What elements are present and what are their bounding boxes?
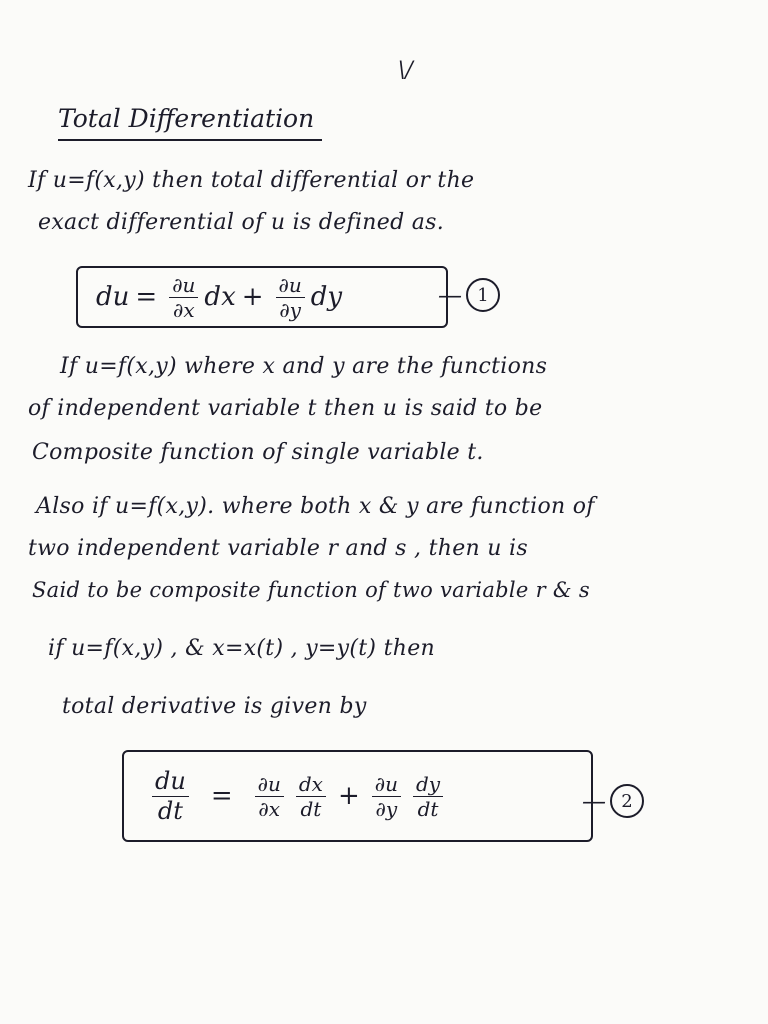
eq2-label-number: 2 [610, 784, 644, 818]
paragraph2-line1: If u=f(x,y) where x and y are the functions [60, 354, 548, 379]
page-title: Total Differentiation [58, 104, 322, 141]
eq1-t2-den: ∂y [279, 297, 301, 322]
eq2-lhs-den: dt [157, 796, 183, 825]
eq1-label-dash: — [438, 281, 462, 309]
eq1-t1-num: ∂u [169, 274, 198, 298]
eq1-t2-num: ∂u [276, 274, 305, 298]
eq2-a-num: ∂u [255, 773, 284, 797]
eq1-dy: dy [310, 282, 343, 312]
eq2-partial-u-y [372, 773, 401, 820]
eq2-label-dash: — [582, 787, 606, 815]
eq2-equals: = [210, 781, 233, 811]
eq2-dx-dt [296, 773, 326, 820]
equation-2-box [122, 750, 593, 842]
eq1-partial-u-y [276, 274, 305, 321]
eq1-dx: dx [204, 282, 236, 312]
eq2-a-den: ∂x [258, 796, 281, 821]
paragraph3-line3: Said to be composite function of two variable r & s [32, 578, 590, 602]
derivative-intro: total derivative is given by [62, 694, 367, 719]
eq2-b-num: dx [296, 773, 326, 797]
eq2-plus: + [337, 781, 360, 811]
eq2-partial-u-x [255, 773, 284, 820]
eq1-t1-den: ∂x [172, 297, 195, 322]
eq2-c-num: ∂u [372, 773, 401, 797]
eq2-dy-dt [413, 773, 443, 820]
eq2-du-dt [152, 768, 189, 824]
paragraph2-line3: Composite function of single variable t. [32, 440, 484, 465]
eq2-d-den: dt [417, 796, 439, 821]
eq1-plus: + [241, 282, 264, 312]
page-mark: \/ [398, 58, 413, 83]
paragraph1-line2: exact differential of u is defined as. [38, 210, 445, 235]
paragraph3-line2: two independent variable r and s , then u is [28, 536, 528, 561]
equation-1-box [76, 266, 448, 328]
eq1-lhs: du [96, 282, 130, 312]
eq2-lhs-num: du [152, 768, 189, 796]
eq1-partial-u-x [169, 274, 198, 321]
equation-1-label [438, 278, 500, 312]
condition-line: if u=f(x,y) , & x=x(t) , y=y(t) then [48, 636, 435, 661]
paragraph2-line2: of independent variable t then u is said to be [28, 396, 543, 421]
eq1-equals: = [135, 282, 158, 312]
paragraph1-line1: If u=f(x,y) then total differential or the [28, 168, 475, 193]
eq2-c-den: ∂y [375, 796, 398, 821]
eq2-b-den: dt [300, 796, 322, 821]
eq1-label-number: 1 [466, 278, 500, 312]
paragraph3-line1: Also if u=f(x,y). where both x & y are function of [36, 494, 595, 519]
equation-2-label [582, 784, 644, 818]
eq2-d-num: dy [413, 773, 443, 797]
